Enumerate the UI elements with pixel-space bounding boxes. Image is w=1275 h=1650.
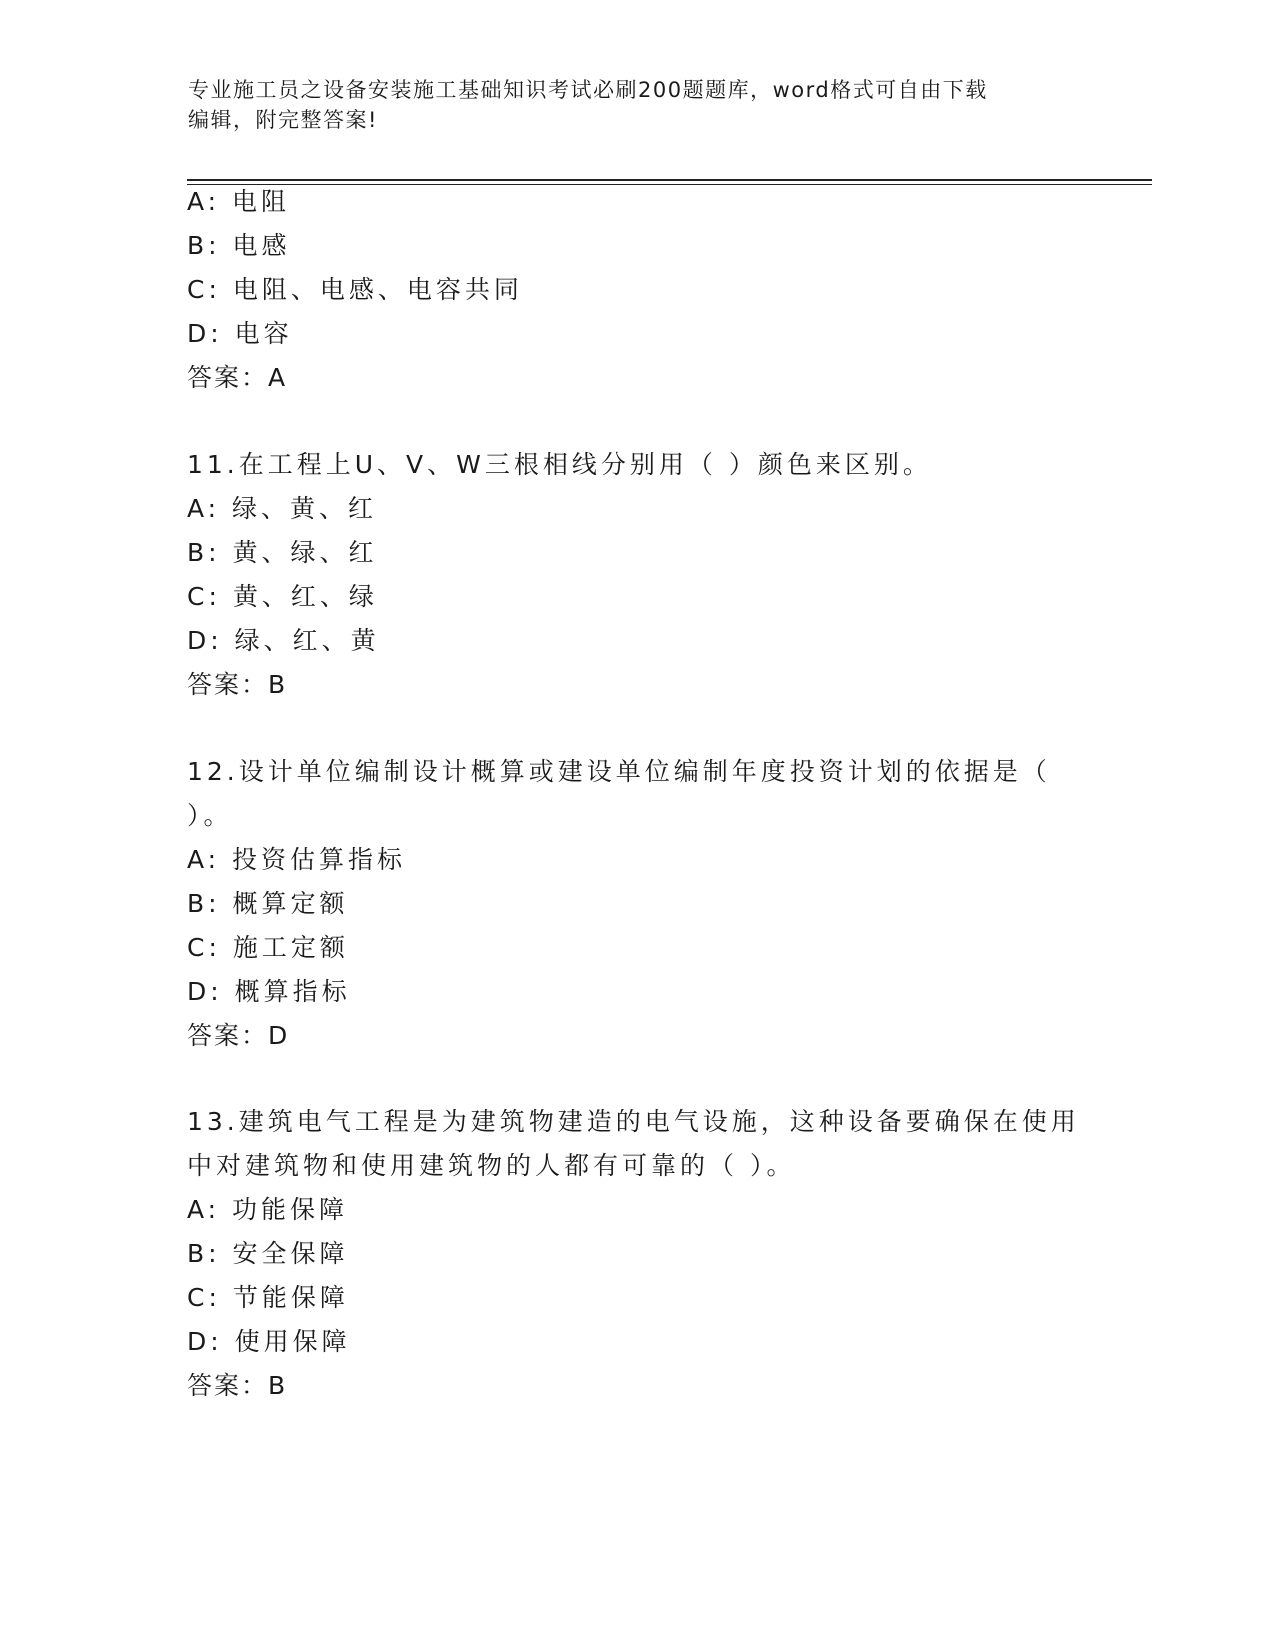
- option-b: B: 电感: [187, 231, 291, 260]
- question-stem-continued: 中对建筑物和使用建筑物的人都有可靠的（ ）。: [187, 1151, 796, 1180]
- option-b: B: 概算定额: [187, 889, 349, 918]
- option-d: D: 概算指标: [187, 977, 351, 1006]
- document-header: [188, 75, 1088, 135]
- option-d: D: 使用保障: [187, 1327, 351, 1356]
- question-stem: 12.设计单位编制设计概算或建设单位编制年度投资计划的依据是（: [187, 757, 1051, 786]
- answer-line: 答案：B: [187, 1371, 288, 1400]
- option-b: B: 安全保障: [187, 1239, 349, 1268]
- question-stem-continued: ）。: [187, 801, 233, 830]
- option-c: C: 电阻、电感、电容共同: [187, 275, 523, 304]
- header-title-line-1: 专业施工员之设备安装施工基础知识考试必刷200题题库，word格式可自由下载: [188, 78, 988, 102]
- question-stem: 13.建筑电气工程是为建筑物建造的电气设施，这种设备要确保在使用: [187, 1107, 1080, 1136]
- option-a: A: 功能保障: [187, 1195, 349, 1224]
- answer-line: 答案：B: [187, 670, 288, 699]
- header-divider-thin: [187, 184, 1152, 185]
- option-a: A: 电阻: [187, 187, 291, 216]
- option-b: B: 黄、绿、红: [187, 538, 378, 567]
- header-title-line-2: 编辑，附完整答案!: [188, 108, 378, 132]
- option-c: C: 节能保障: [187, 1283, 349, 1312]
- option-a: A: 投资估算指标: [187, 845, 407, 874]
- option-c: C: 黄、红、绿: [187, 582, 378, 611]
- option-d: D: 绿、红、黄: [187, 626, 380, 655]
- option-c: C: 施工定额: [187, 933, 349, 962]
- option-a: A: 绿、黄、红: [187, 494, 378, 523]
- question-stem: 11.在工程上U、V、W三根相线分别用（ ）颜色来区别。: [187, 450, 932, 479]
- answer-line: 答案：A: [187, 363, 288, 392]
- option-d: D: 电容: [187, 319, 293, 348]
- header-divider-thick: [187, 179, 1152, 181]
- answer-line: 答案：D: [187, 1021, 290, 1050]
